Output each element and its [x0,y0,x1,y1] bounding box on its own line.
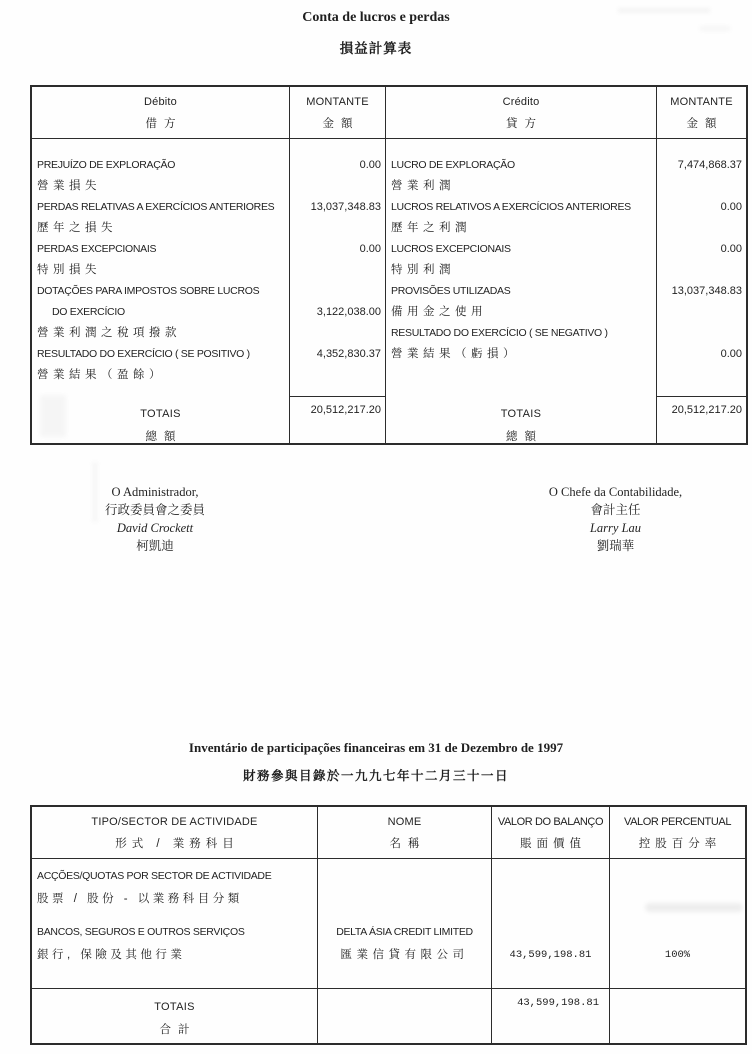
debit-amount [290,281,386,302]
spacer-cell [32,139,290,155]
table-row [32,239,746,260]
table-row [32,365,746,386]
debit-amount: 0.00 [290,155,386,176]
inventory-header-row [32,807,745,859]
debit-amount [290,323,386,344]
credit-amount [657,260,746,281]
sector-category-label: ACÇÕES/QUOTAS POR SECTOR DE ACTIVIDADE [32,865,318,888]
nome-cell [318,888,492,911]
spacer-cell [32,386,290,396]
debit-amount [290,176,386,197]
debit-amount [290,365,386,386]
spacer-cell [32,911,318,921]
credit-item-label-zh [386,365,657,386]
table-row [32,865,745,888]
debit-item-label: PERDAS EXCEPCIONAIS [32,239,290,260]
signature-block-administrator [70,483,240,555]
company-name: DELTA ÁSIA CREDIT LIMITED [318,921,492,944]
nome-cell [318,865,492,888]
pct-total-cell [610,988,745,1043]
filler-row [32,967,745,988]
spacer-cell [657,139,746,155]
table-row [32,302,746,323]
header-valor-balanco [492,807,610,859]
credit-amount [657,218,746,239]
spacer-cell [610,967,745,988]
inventory-title-chinese: 財務參與目錄於一九九七年十二月三十一日 [242,769,509,783]
table-row [32,944,745,967]
signature-name: David Crockett [116,521,194,535]
sector-category-label-zh: 股票 / 股份 - 以業務科目分類 [32,888,318,911]
debit-amount [290,260,386,281]
spacer-cell [290,386,386,396]
spacer-row [32,386,746,396]
header-amount-debit-zh: 金額 [322,118,360,130]
debit-item-label: RESULTADO DO EXERCÍCIO ( SE POSITIVO ) [32,344,290,365]
header-credit-pt: Crédito [502,96,540,108]
debit-item-label: DOTAÇÕES PARA IMPOSTOS SOBRE LUCROS [32,281,290,302]
header-tipo-sector [32,807,318,859]
debit-amount: 4,352,830.37 [290,344,386,365]
header-tipo-zh: 形式 / 業務科目 [115,838,239,850]
spacer-cell [657,386,746,396]
spacer-cell [386,139,657,155]
header-amount-credit-pt: MONTANTE [670,96,733,108]
spacer-cell [318,967,492,988]
credit-amount [657,176,746,197]
nome-total-cell [318,988,492,1043]
header-nome-pt: NOME [387,816,422,828]
profit-loss-table [30,85,748,445]
header-debit-pt: Débito [144,96,177,108]
signature-role-zh: 會計主任 [590,503,641,517]
spacer-cell [492,911,610,921]
spacer-cell [610,911,745,921]
debit-amount: 3,122,038.00 [290,302,386,323]
spacer-row [32,139,746,155]
signature-role-pt: O Chefe da Contabilidade, [548,485,683,499]
debit-item-label-zh: 營業結果（盈餘） [32,365,290,386]
debit-amount [290,218,386,239]
balance-total-amount: 43,599,198.81 [492,988,610,1043]
credit-item-label: PROVISÕES UTILIZADAS [386,281,657,302]
table-row [32,323,746,344]
header-pct-zh: 控股百分率 [638,838,722,850]
credit-item-label: LUCRO DE EXPLORAÇÃO [386,155,657,176]
header-debit [32,87,290,139]
sector-label-zh: 銀行, 保險及其他行業 [32,944,318,967]
credit-amount: 13,037,348.83 [671,285,742,297]
spacer-cell [386,386,657,396]
header-amount-debit-pt: MONTANTE [306,96,369,108]
balance-value: 43,599,198.81 [492,944,610,967]
debit-item-label-indented: DO EXERCÍCIO [32,302,290,323]
spacer-cell [492,967,610,988]
debit-item-label-zh: 特別損失 [32,260,290,281]
header-amount-credit-zh: 金額 [686,118,724,130]
spacer-cell [32,967,318,988]
credit-item-label-zh: 備用金之使用 [386,302,657,323]
credit-amount: 0.00 [720,201,742,213]
spacer-cell [318,911,492,921]
header-credit [386,87,657,139]
valor-cell [492,921,610,944]
table-row [32,218,746,239]
inventory-totals-label [32,988,318,1043]
credit-totals-label-pt: TOTAIS [500,408,542,420]
credit-item-label: LUCROS EXCEPCIONAIS [386,239,657,260]
credit-amount [657,302,746,323]
signature-role-zh: 行政委員會之委員 [104,503,205,517]
signature-name-zh: 柯凱迪 [136,539,174,553]
header-valor-pt: VALOR DO BALANÇO [497,816,604,828]
credit-item-label-zh: 營業結果（虧損） [386,344,657,365]
header-amount-credit [657,87,746,139]
credit-amount: 0.00 [720,243,742,255]
table-row [32,344,746,365]
table-row [32,888,745,911]
percent-value: 100% [664,949,691,961]
credit-amount [657,323,746,344]
pct-cell [610,888,745,911]
header-tipo-pt: TIPO/SECTOR DE ACTIVIDADE [91,816,258,828]
debit-item-label: PREJUÍZO DE EXPLORAÇÃO [32,155,290,176]
valor-cell [492,865,610,888]
table-row [32,921,745,944]
credit-amount: 7,474,868.37 [677,159,742,171]
document-title-chinese: 損益計算表 [339,41,413,56]
profit-loss-header-row [32,87,746,139]
signature-role-pt: O Administrador, [111,485,199,499]
credit-amount: 0.00 [720,348,742,360]
debit-amount: 13,037,348.83 [290,197,386,218]
inventory-title-portuguese: Inventário de participações financeiras em 31 de Dezembro de 1997 [188,740,564,755]
pct-cell [610,865,745,888]
table-row [32,260,746,281]
header-pct-pt: VALOR PERCENTUAL [623,816,732,828]
spacer-cell [290,139,386,155]
header-valor-zh: 賬面價值 [520,838,586,850]
profit-loss-totals-row [32,396,746,444]
inventory-totals-row [32,988,745,1043]
credit-item-label-zh: 營業利潤 [386,176,657,197]
company-name-zh: 匯業信貸有限公司 [318,944,492,967]
header-amount-debit [290,87,386,139]
debit-item-label-zh: 歷年之損失 [32,218,290,239]
debit-item-label: PERDAS RELATIVAS A EXERCÍCIOS ANTERIORES [32,197,290,218]
credit-item-label: LUCROS RELATIVOS A EXERCÍCIOS ANTERIORES [386,197,657,218]
spacer-row [32,911,745,921]
credit-amount [657,365,746,386]
signature-name: Larry Lau [589,521,642,535]
debit-amount: 0.00 [290,239,386,260]
document-title-portuguese: Conta de lucros e perdas [302,10,450,25]
debit-totals-label-zh: 總額 [145,431,183,443]
credit-item-label: RESULTADO DO EXERCÍCIO ( SE NEGATIVO ) [386,323,657,344]
inventory-totals-label-pt: TOTAIS [154,1001,195,1013]
table-row [32,281,746,302]
credit-total-amount: 20,512,217.20 [657,396,746,444]
header-debit-zh: 借方 [145,118,183,130]
table-row [32,176,746,197]
table-row [32,197,746,218]
header-nome [318,807,492,859]
credit-item-label-zh: 特別利潤 [386,260,657,281]
debit-item-label-zh: 營業利潤之稅項撥款 [32,323,290,344]
pct-cell [610,921,745,944]
header-nome-zh: 名稱 [389,838,427,850]
debit-item-label-zh: 營業損失 [32,176,290,197]
signature-block-chief-accountant [528,483,703,555]
inventory-table [30,805,747,1045]
header-credit-zh: 貸方 [506,118,543,130]
header-valor-percentual [610,807,745,859]
debit-totals-label-pt: TOTAIS [140,408,181,420]
inventory-totals-label-zh: 合計 [159,1024,197,1036]
debit-totals-label [32,396,290,444]
credit-totals-label [386,396,657,444]
signature-name-zh: 劉瑞華 [596,539,635,553]
table-row [32,155,746,176]
credit-item-label-zh: 歷年之利潤 [386,218,657,239]
sector-label: BANCOS, SEGUROS E OUTROS SERVIÇOS [32,921,318,944]
valor-cell [492,888,610,911]
scan-artifact [700,26,730,31]
debit-total-amount: 20,512,217.20 [290,396,386,444]
credit-totals-label-zh: 總額 [506,431,543,443]
